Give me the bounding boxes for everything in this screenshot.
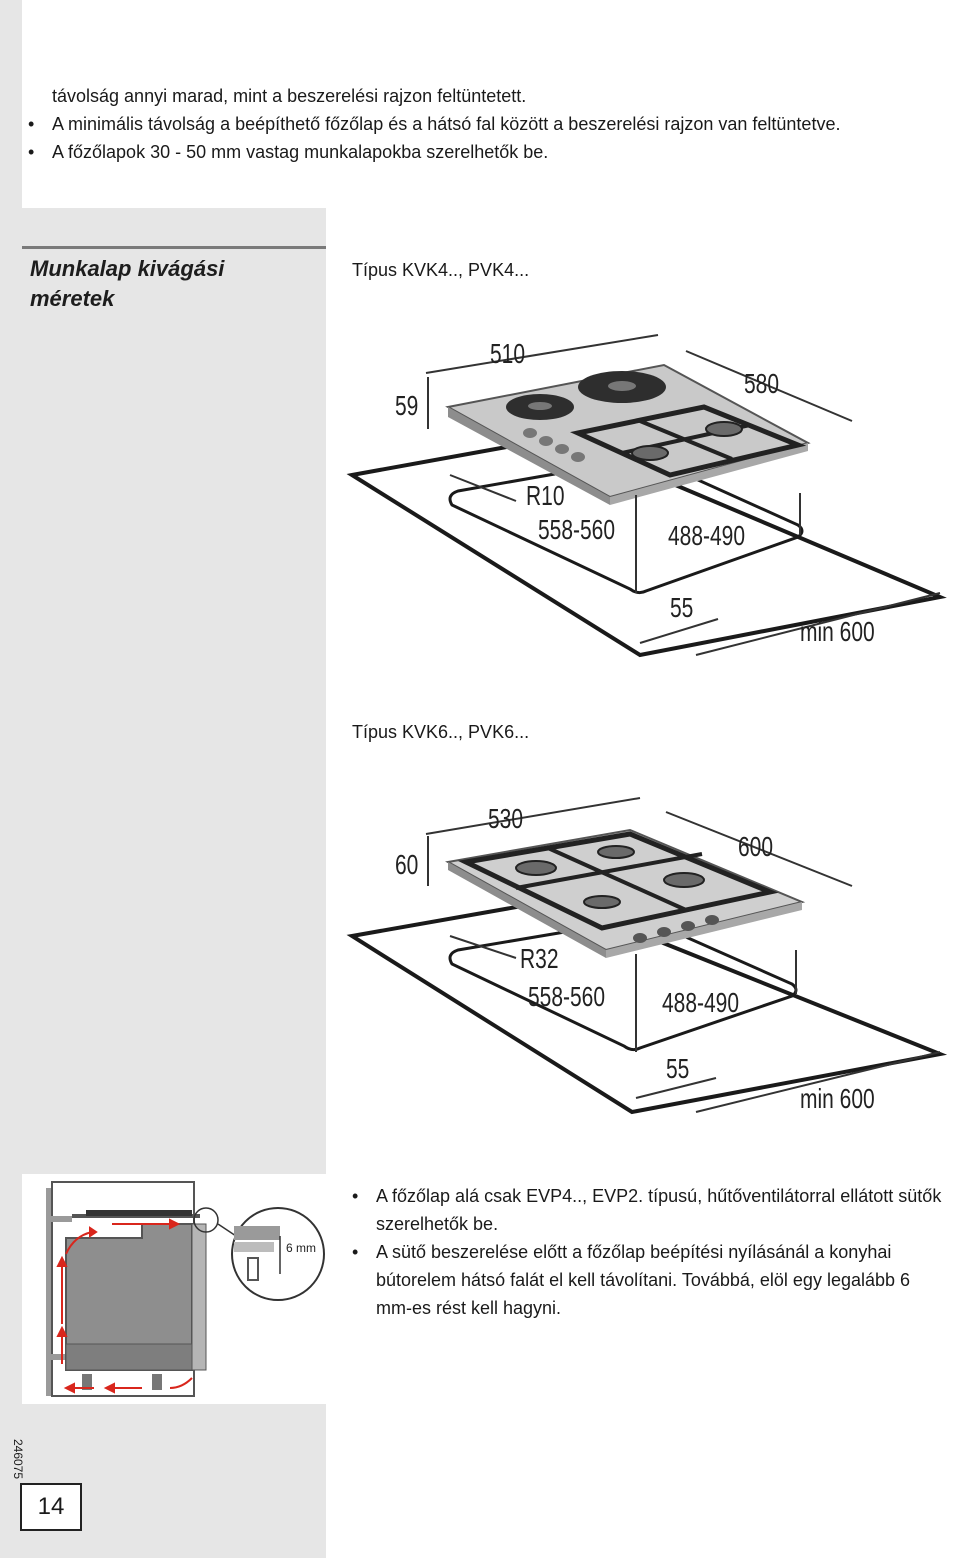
installation-notes	[346, 1182, 946, 1322]
dim-width: 510	[490, 339, 526, 370]
intro-bullet-list	[22, 110, 902, 166]
dim-height: 59	[395, 391, 419, 422]
dim-front: 55	[666, 1054, 690, 1085]
gas-burner	[632, 446, 668, 460]
dim-front: 55	[670, 593, 694, 624]
dim-height: 60	[395, 850, 419, 881]
figure1-type-label: Típus KVK4.., PVK4...	[352, 260, 530, 280]
gas-burner	[516, 861, 556, 875]
dim-depth: 580	[744, 369, 780, 400]
hob-kvk4-cutout-drawing	[340, 325, 960, 690]
hob-kvk6-cutout-drawing	[340, 790, 960, 1135]
dim-radius: R10	[526, 481, 565, 512]
gas-burner	[584, 896, 620, 908]
intro-bullet: • A főzőlapok 30 - 50 mm vastag munkalapokba szerelhetők be.	[22, 138, 902, 166]
gas-burner	[598, 846, 634, 858]
note-item: • A főzőlap alá csak EVP4.., EVP2. típusú, hűtőventilátorral ellátott sütők szerelhetők be.	[346, 1182, 946, 1238]
dim-min-cabinet: min 600	[800, 1084, 875, 1115]
gas-burner	[706, 422, 742, 436]
figure2-type-label: Típus KVK6.., PVK6...	[352, 722, 530, 742]
dim-cut-depth: 488-490	[662, 988, 740, 1019]
dim-cut-width: 558-560	[528, 982, 606, 1013]
document-code: 246075	[11, 1438, 25, 1480]
dim-width: 530	[488, 804, 524, 835]
oven-ventilation-drawing	[22, 1174, 326, 1404]
dim-depth: 600	[738, 832, 774, 863]
dim-cut-depth: 488-490	[668, 521, 746, 552]
intro-bullet: • A minimális távolság a beépíthető főzőlap és a hátsó fal között a beszerelési rajzon van feltüntetve.	[22, 110, 902, 138]
section-divider	[22, 246, 326, 249]
section-title: Munkalap kivágási méretek	[30, 256, 225, 311]
dim-radius: R32	[520, 944, 559, 975]
note-item: • A sütő beszerelése előtt a főzőlap beépítési nyílásánál a konyhai bútorelem hátsó falát el kell távolítani. Továbbá, elöl egy legalább 6 mm-es rést kell hagyni.	[346, 1238, 946, 1322]
dim-cut-width: 558-560	[538, 515, 616, 546]
dim-min-cabinet: min 600	[800, 617, 875, 648]
gas-burner	[664, 873, 704, 887]
page-number: 14	[20, 1483, 82, 1531]
gap-label: 6 mm	[286, 1241, 316, 1255]
intro-continuation: távolság annyi marad, mint a beszerelési rajzon feltüntetett.	[52, 86, 527, 106]
